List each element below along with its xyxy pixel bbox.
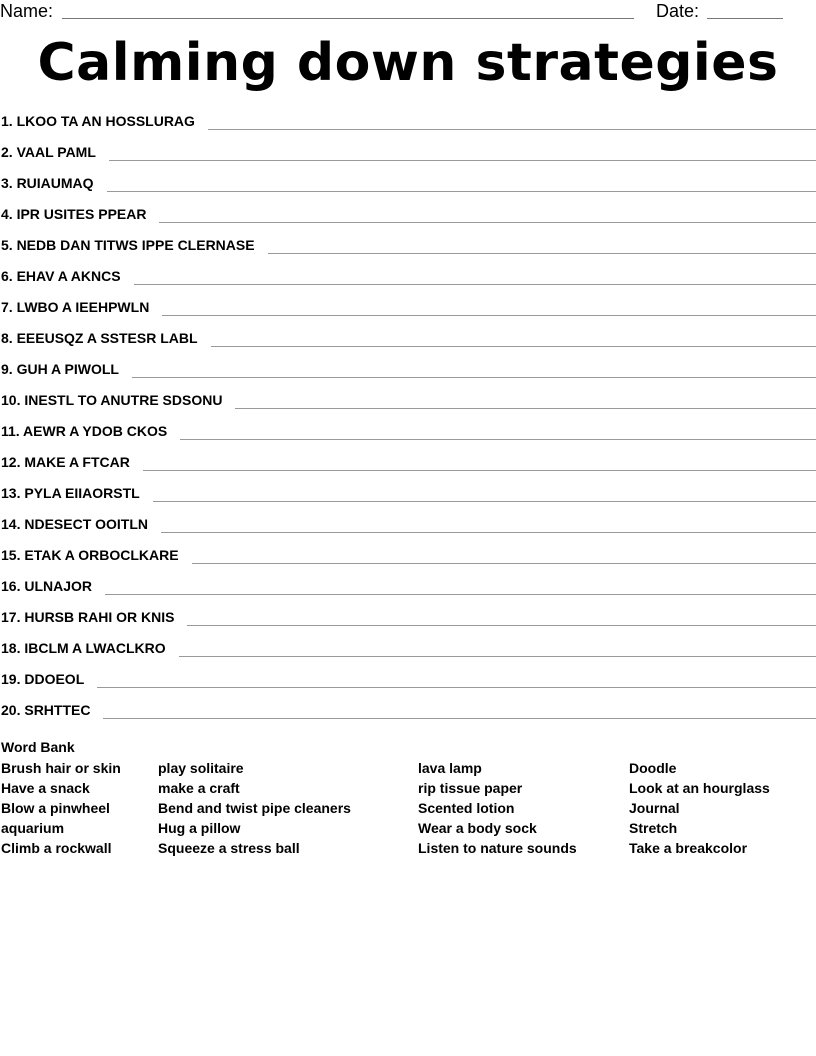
puzzle-row xyxy=(0,265,816,296)
name-field[interactable] xyxy=(62,18,634,19)
word-bank-column xyxy=(629,758,770,858)
answer-line[interactable] xyxy=(211,327,816,347)
scrambled-clue: 9. GUH A PIWOLL xyxy=(1,361,119,377)
word-bank-word: Look at an hourglass xyxy=(629,780,770,796)
worksheet-header xyxy=(0,0,816,24)
scrambled-clue: 10. INESTL TO ANUTRE SDSONU xyxy=(1,392,223,408)
word-bank-column xyxy=(1,758,121,858)
word-bank-word: Brush hair or skin xyxy=(1,760,121,776)
date-label: Date: xyxy=(656,1,700,21)
puzzle-row xyxy=(0,203,816,234)
scrambled-clue: 5. NEDB DAN TITWS IPPE CLERNASE xyxy=(1,237,255,253)
puzzle-row xyxy=(0,451,816,482)
answer-line[interactable] xyxy=(179,637,816,657)
scrambled-clue: 20. SRHTTEC xyxy=(1,702,91,718)
puzzle-row xyxy=(0,234,816,265)
word-bank xyxy=(0,758,816,858)
word-bank-word: Climb a rockwall xyxy=(1,840,112,856)
answer-line[interactable] xyxy=(132,358,816,378)
word-bank-word: Wear a body sock xyxy=(418,820,537,836)
scrambled-clue: 13. PYLA EIIAORSTL xyxy=(1,485,140,501)
puzzle-row xyxy=(0,420,816,451)
scrambled-clue: 1. LKOO TA AN HOSSLURAG xyxy=(1,113,195,129)
word-bank-word: Journal xyxy=(629,800,680,816)
scrambled-clue: 14. NDESECT OOITLN xyxy=(1,516,149,532)
word-bank-word: Scented lotion xyxy=(418,800,515,816)
word-bank-column xyxy=(158,758,351,858)
scrambled-clue: 18. IBCLM A LWACLKRO xyxy=(1,640,166,656)
word-bank-word: Doodle xyxy=(629,760,677,776)
word-bank-word: rip tissue paper xyxy=(418,780,523,796)
puzzle-row xyxy=(0,606,816,637)
answer-line[interactable] xyxy=(134,265,816,285)
word-bank-word: lava lamp xyxy=(418,760,482,776)
puzzle-row xyxy=(0,513,816,544)
answer-line[interactable] xyxy=(107,172,816,192)
puzzle-row xyxy=(0,575,816,606)
scrambled-clue: 8. EEEUSQZ A SSTESR LABL xyxy=(1,330,198,346)
answer-line[interactable] xyxy=(208,110,816,130)
puzzle-row xyxy=(0,110,816,141)
scramble-list xyxy=(0,110,816,730)
name-label: Name: xyxy=(0,1,54,21)
answer-line[interactable] xyxy=(187,606,816,626)
answer-line[interactable] xyxy=(143,451,816,471)
puzzle-row xyxy=(0,296,816,327)
word-bank-title: Word Bank xyxy=(1,739,75,755)
puzzle-row xyxy=(0,141,816,172)
scrambled-clue: 4. IPR USITES PPEAR xyxy=(1,206,147,222)
answer-line[interactable] xyxy=(159,203,816,223)
scrambled-clue: 11. AEWR A YDOB CKOS xyxy=(1,423,168,439)
answer-line[interactable] xyxy=(109,141,816,161)
puzzle-row xyxy=(0,699,816,730)
answer-line[interactable] xyxy=(97,668,816,688)
puzzle-row xyxy=(0,668,816,699)
puzzle-row xyxy=(0,389,816,420)
answer-line[interactable] xyxy=(153,482,816,502)
word-bank-column xyxy=(418,758,577,858)
puzzle-row xyxy=(0,358,816,389)
puzzle-row xyxy=(0,544,816,575)
word-bank-word: Stretch xyxy=(629,820,678,836)
scrambled-clue: 15. ETAK A ORBOCLKARE xyxy=(1,547,179,563)
date-field[interactable] xyxy=(707,18,783,19)
puzzle-row xyxy=(0,637,816,668)
word-bank-word: Bend and twist pipe cleaners xyxy=(158,800,351,816)
scrambled-clue: 12. MAKE A FTCAR xyxy=(1,454,130,470)
word-bank-word: Squeeze a stress ball xyxy=(158,840,300,856)
answer-line[interactable] xyxy=(105,575,816,595)
answer-line[interactable] xyxy=(162,296,816,316)
answer-line[interactable] xyxy=(180,420,816,440)
puzzle-row xyxy=(0,482,816,513)
scrambled-clue: 2. VAAL PAML xyxy=(1,144,96,160)
scrambled-clue: 6. EHAV A AKNCS xyxy=(1,268,121,284)
word-bank-word: Hug a pillow xyxy=(158,820,241,836)
answer-line[interactable] xyxy=(235,389,816,409)
puzzle-row xyxy=(0,327,816,358)
word-bank-word: make a craft xyxy=(158,780,240,796)
word-bank-word: aquarium xyxy=(1,820,65,836)
scrambled-clue: 19. DDOEOL xyxy=(1,671,85,687)
scrambled-clue: 3. RUIAUMAQ xyxy=(1,175,94,191)
page-title: Calming down strategies xyxy=(37,33,779,93)
answer-line[interactable] xyxy=(161,513,816,533)
scrambled-clue: 7. LWBO A IEEHPWLN xyxy=(1,299,150,315)
answer-line[interactable] xyxy=(268,234,816,254)
word-bank-word: Listen to nature sounds xyxy=(418,840,577,856)
word-bank-word: Take a breakcolor xyxy=(629,840,748,856)
scrambled-clue: 16. ULNAJOR xyxy=(1,578,93,594)
word-bank-word: play solitaire xyxy=(158,760,244,776)
word-bank-word: Blow a pinwheel xyxy=(1,800,110,816)
scrambled-clue: 17. HURSB RAHI OR KNIS xyxy=(1,609,175,625)
puzzle-row xyxy=(0,172,816,203)
word-bank-word: Have a snack xyxy=(1,780,90,796)
answer-line[interactable] xyxy=(192,544,816,564)
answer-line[interactable] xyxy=(103,699,816,719)
